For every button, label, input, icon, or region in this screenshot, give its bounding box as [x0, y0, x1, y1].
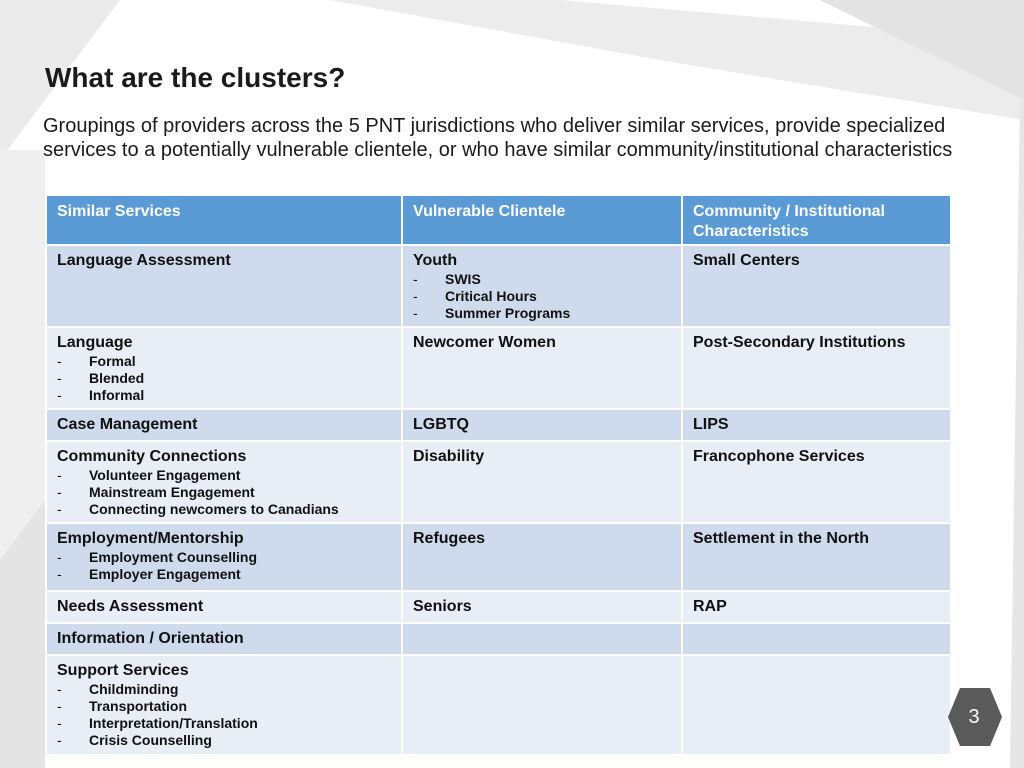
cell-title: Small Centers — [693, 252, 800, 269]
cell-similar-service — [46, 523, 402, 591]
cell-vulnerable-clientele — [402, 409, 682, 441]
cell-title: Refugees — [413, 530, 486, 547]
cell-similar-service — [46, 623, 402, 655]
sub-item: - Critical Hours — [413, 288, 671, 305]
page-subtitle: Groupings of providers across the 5 PNT jurisdictions who deliver similar services, provide specialized services to a potentially vulnerable clientele, or who have similar community/institutional characteristics — [43, 115, 953, 161]
sub-item: - Transportation — [57, 698, 391, 715]
cell-vulnerable-clientele — [402, 523, 682, 591]
cell-similar-service — [46, 245, 402, 327]
sub-item-list — [413, 271, 671, 322]
cell-title: Post-Secondary Institutions — [693, 334, 906, 351]
sub-item: - Mainstream Engagement — [57, 484, 391, 501]
cell-title: Language Assessment — [57, 252, 231, 269]
sub-item: - Employment Counselling — [57, 549, 391, 566]
cell-similar-service — [46, 327, 402, 409]
sub-item: - Volunteer Engagement — [57, 467, 391, 484]
cell-title: Youth — [413, 252, 458, 269]
cell-title: Newcomer Women — [413, 334, 556, 351]
cell-title: Information / Orientation — [57, 630, 244, 647]
cell-title: Disability — [413, 448, 485, 465]
cell-title: LGBTQ — [413, 416, 469, 433]
table-row — [46, 591, 951, 623]
cell-title: Case Management — [57, 416, 198, 433]
table-row — [46, 327, 951, 409]
cell-title: Francophone Services — [693, 448, 865, 465]
cell-community-characteristic — [682, 655, 951, 755]
cell-title: Needs Assessment — [57, 598, 204, 615]
cell-community-characteristic — [682, 441, 951, 523]
cell-title: RAP — [693, 598, 727, 615]
clusters-table — [45, 194, 952, 756]
sub-item-list — [57, 681, 391, 749]
sub-item: - Interpretation/Translation — [57, 715, 391, 732]
cell-vulnerable-clientele — [402, 623, 682, 655]
page-title: What are the clusters? — [45, 62, 346, 93]
cell-vulnerable-clientele — [402, 245, 682, 327]
cell-community-characteristic — [682, 591, 951, 623]
sub-item: - Blended — [57, 370, 391, 387]
table-row — [46, 523, 951, 591]
table-row — [46, 409, 951, 441]
sub-item: - Crisis Counselling — [57, 732, 391, 749]
cell-title: Seniors — [413, 598, 472, 615]
cell-vulnerable-clientele — [402, 327, 682, 409]
cell-community-characteristic — [682, 327, 951, 409]
sub-item: - Connecting newcomers to Canadians — [57, 501, 391, 518]
header-community-institutional: Community / Institutional Characteristics — [682, 195, 951, 245]
cell-similar-service — [46, 655, 402, 755]
cell-title: Support Services — [57, 662, 189, 679]
table-row — [46, 441, 951, 523]
sub-item: - Summer Programs — [413, 305, 671, 322]
cell-vulnerable-clientele — [402, 591, 682, 623]
sub-item: - Informal — [57, 387, 391, 404]
cell-vulnerable-clientele — [402, 655, 682, 755]
cell-community-characteristic — [682, 523, 951, 591]
header-similar-services: Similar Services — [46, 195, 402, 245]
sub-item-list — [57, 549, 391, 583]
cell-title: Employment/Mentorship — [57, 530, 244, 547]
sub-item: - SWIS — [413, 271, 671, 288]
table-row — [46, 245, 951, 327]
sub-item-list — [57, 353, 391, 404]
cell-title: LIPS — [693, 416, 729, 433]
cell-similar-service — [46, 591, 402, 623]
cell-vulnerable-clientele — [402, 441, 682, 523]
table-row — [46, 655, 951, 755]
table-body — [46, 245, 951, 755]
cell-similar-service — [46, 441, 402, 523]
cell-community-characteristic — [682, 623, 951, 655]
cell-community-characteristic — [682, 245, 951, 327]
header-vulnerable-clientele: Vulnerable Clientele — [402, 195, 682, 245]
cell-title: Settlement in the North — [693, 530, 870, 547]
table-row — [46, 623, 951, 655]
sub-item: - Formal — [57, 353, 391, 370]
page-number: 3 — [968, 706, 980, 728]
sub-item: - Employer Engagement — [57, 566, 391, 583]
cell-community-characteristic — [682, 409, 951, 441]
page-number-badge — [946, 688, 1002, 746]
cell-title: Language — [57, 334, 133, 351]
table-header-row — [46, 195, 951, 245]
sub-item-list — [57, 467, 391, 518]
sub-item: - Childminding — [57, 681, 391, 698]
cell-similar-service — [46, 409, 402, 441]
cell-title: Community Connections — [57, 448, 247, 465]
